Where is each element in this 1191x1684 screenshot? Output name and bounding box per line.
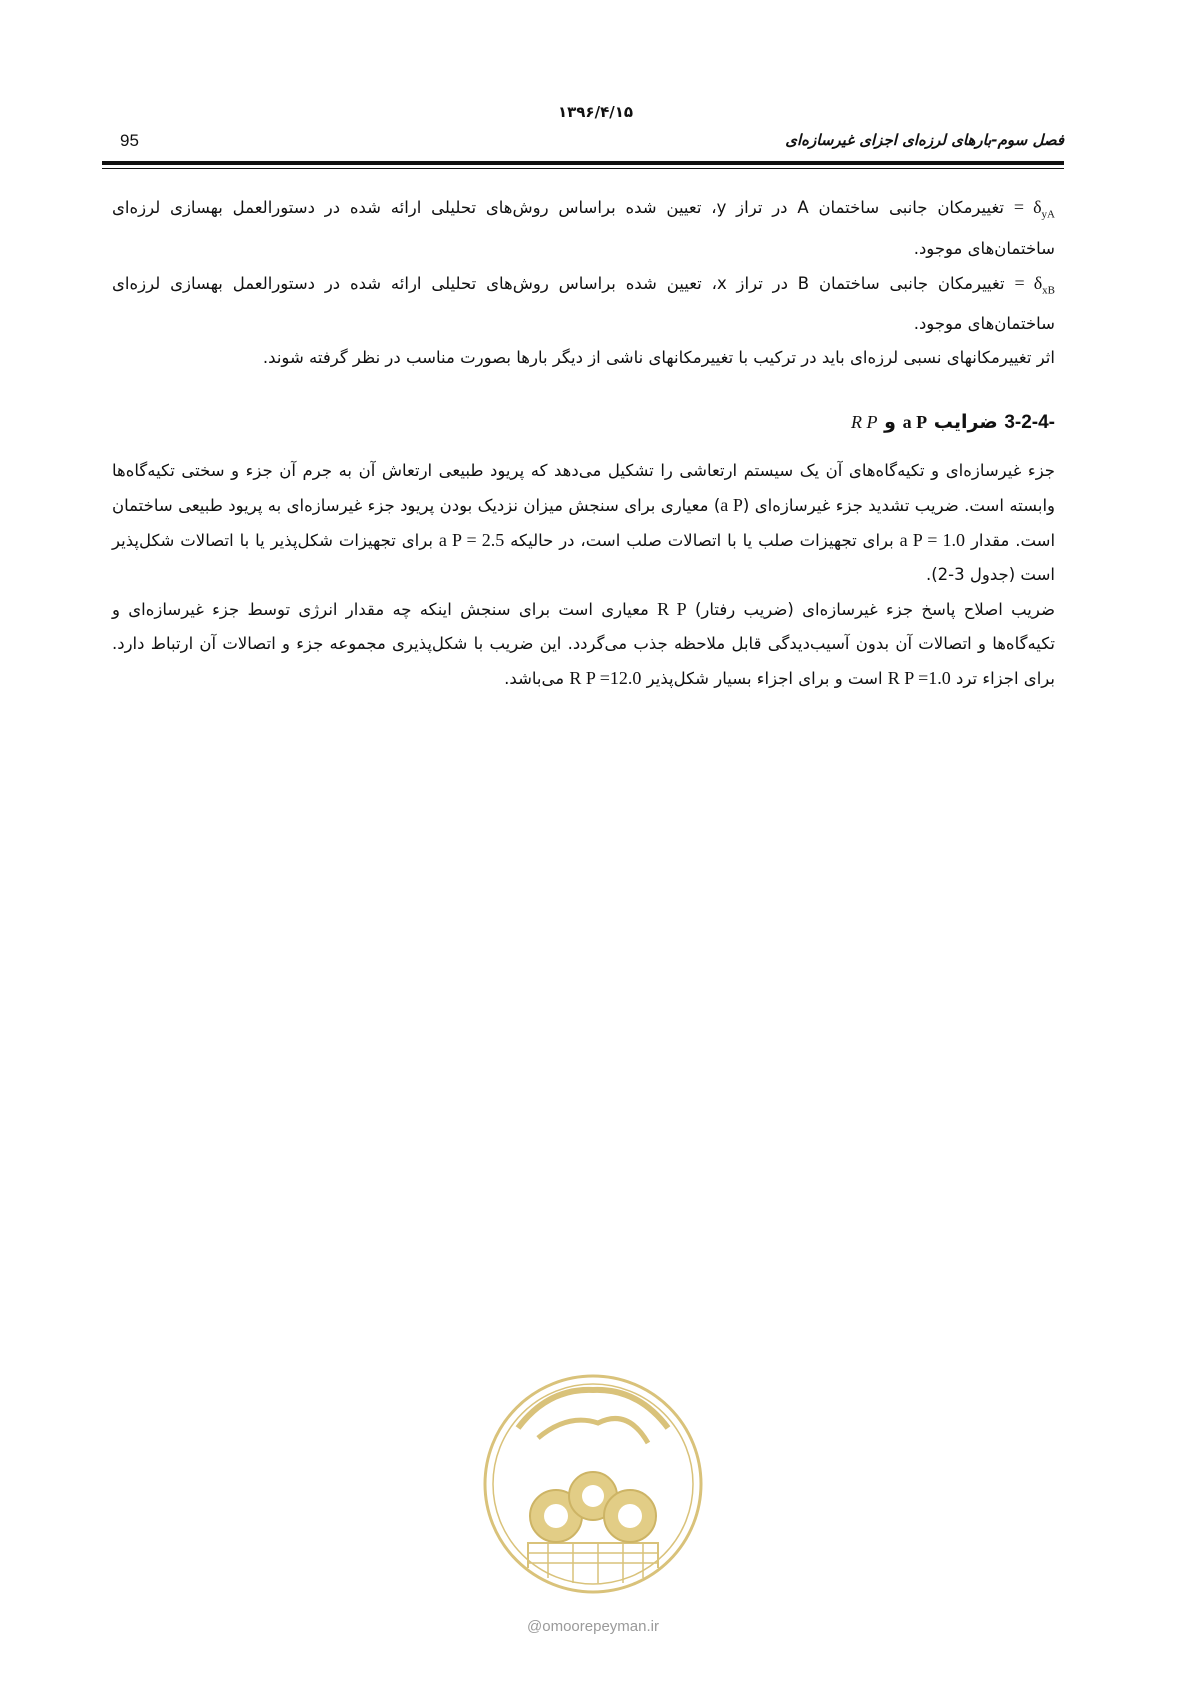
- section-sym-rp: R P: [851, 412, 878, 433]
- page-number: 95: [120, 131, 139, 150]
- header-rule-thin: [102, 168, 1064, 169]
- delta-xb-symbol: [1014, 272, 1056, 297]
- p1-symbol-ap: a P: [720, 495, 743, 516]
- p2-text-b: معیاری است برای سنجش اینکه چه مقدار انرژی توسط جزء غیرسازه‌ای و تکیه‌گاه‌ها و اتصالات آن بدون آسیب‌دیدگی قابل ملاحظه جذب می‌گردد. این ضریب با شکل‌پذیری مجموعه جزء و اتصالات آن ارتباط دارد. برای اجزاء ترد: [112, 600, 1055, 689]
- p1-text-c: برای تجهیزات صلب یا با اتصالات صلب است، در حالیکه: [510, 531, 894, 551]
- section-title: ضرایب: [933, 411, 998, 434]
- p1-text-a: جزء غیرسازه‌ای و تکیه‌گاه‌های آن یک سیستم ارتعاشی را تشکیل می‌دهد که پریود طبیعی ارتعاش آن به جرم آن جزء و سختی تکیه‌گاه‌ها وابسته است. ضریب تشدید جزء غیرسازه‌ای (: [112, 461, 1056, 516]
- p2-text-d: می‌باشد.: [504, 669, 565, 689]
- section-number: 3-2-4-: [1004, 412, 1055, 434]
- section-conjunction: و: [884, 411, 896, 434]
- definition-delta-xb: [112, 266, 1055, 342]
- p1-eq-ap-1: a P = 1.0: [899, 530, 966, 551]
- website-watermark: @omoorepeyman.ir: [527, 1618, 659, 1635]
- section-sym-ap: a P: [902, 412, 928, 433]
- paragraph-rp: [112, 592, 1055, 696]
- paragraph-ap: [112, 454, 1055, 592]
- delta-ya-symbol: [1013, 197, 1055, 221]
- delta-ya-text: تغییرمکان جانبی ساختمان A در تراز y، تعیین شده براساس روش‌های تحلیلی ارائه شده در دستورالعمل بهسازی لرزه‌ای ساختمان‌های موجود.: [112, 198, 1055, 258]
- delta-ya-eq: =: [1013, 197, 1034, 217]
- header-rule-thick: [102, 161, 1064, 165]
- chapter-title: فصل سوم-بارهای لرزه‌ای اجزای غیرسازه‌ای: [785, 131, 1064, 149]
- p2-symbol-rp: R P: [657, 599, 687, 620]
- omoorepeyman-seal-icon: [478, 1368, 708, 1600]
- p1-text-d: برای تجهیزات شکل‌پذیر یا با اتصالات شکل‌پذیر است (جدول 3-2).: [112, 531, 1055, 585]
- delta-xb-text: تغییرمکان جانبی ساختمان B در تراز x، تعیین شده براساس روش‌های تحلیلی ارائه شده در دستورالعمل بهسازی لرزه‌ای ساختمان‌های موجود.: [112, 273, 1055, 334]
- delta-ya-greek: δ: [1033, 197, 1042, 217]
- p1-text-b: ) معیاری برای سنجش میزان نزدیک بودن پریود جزء غیرسازه‌ای به پریود طبیعی ساختمان است. مقدار: [112, 496, 1056, 551]
- p2-eq-rp-2: R P =12.0: [569, 668, 642, 689]
- definition-delta-ya: [112, 190, 1055, 266]
- section-heading: [112, 405, 1055, 440]
- p2-text-c: است و برای اجزاء بسیار شکل‌پذیر: [646, 669, 883, 689]
- p2-text-a: ضریب اصلاح پاسخ جزء غیرسازه‌ای (ضریب رفتار): [694, 600, 1055, 620]
- delta-xb-subscript: xB: [1042, 284, 1056, 297]
- p2-eq-rp-1: R P =1.0: [887, 668, 951, 689]
- delta-xb-greek: δ: [1033, 272, 1043, 293]
- delta-ya-subscript: yA: [1041, 208, 1055, 221]
- p1-eq-ap-2: a P = 2.5: [438, 530, 505, 551]
- main-content: [112, 190, 1055, 696]
- drift-note: اثر تغییرمکانهای نسبی لرزه‌ای باید در ترکیب با تغییرمکانهای ناشی از دیگر بارها بصورت مناسب در نظر گرفته شوند.: [262, 348, 1055, 368]
- delta-xb-eq: =: [1014, 272, 1034, 293]
- document-date: ۱۳۹۶/۴/۱۵: [557, 103, 634, 121]
